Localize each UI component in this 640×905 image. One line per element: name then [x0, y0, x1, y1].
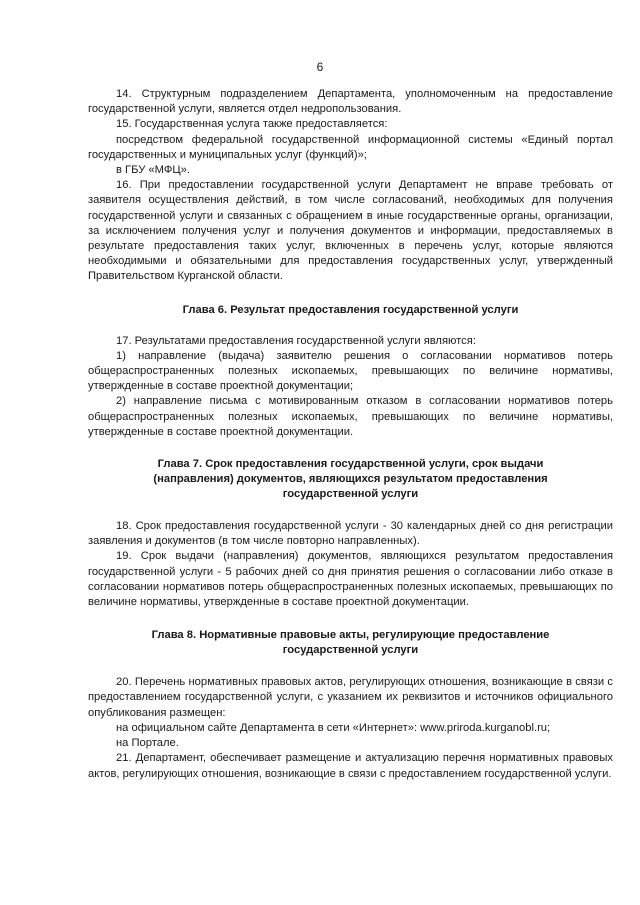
page-number: 6	[316, 60, 324, 74]
document-body	[88, 87, 613, 782]
chapter-8-title-line-2: государственной услуги	[282, 644, 419, 657]
paragraph-17-item-1: 1) направление (выдача) заявителю решения о согласовании нормативов потерь общераспространенных полезных ископаемых, превышающих по величине нормативы, утвержденные в составе проектной документации;	[88, 349, 613, 393]
chapter-7-title-line-2: (направления) документов, являющихся результатом предоставления	[153, 473, 548, 486]
chapter-7-title-line-1: Глава 7. Срок предоставления государственной услуги, срок выдачи	[157, 458, 544, 471]
paragraph-15-item-mfc: в ГБУ «МФЦ».	[116, 164, 190, 177]
paragraph-16: 16. При предоставлении государственной услуги Департамент не вправе требовать от заявителя осуществления действий, в том числе согласований, необходимых для получения государственной услуги и связанных с обращением в иные государственные органы, организации, за исключением получения услуг и получения документов и информации, предоставляемых в результате предоставления таких услуг, включенных в перечень услуг, которые являются необходимыми и обязательными для предоставления государственных услуг, утвержденный Правительством Курганской области.	[88, 179, 613, 283]
paragraph-15: 15. Государственная услуга также предоставляется:	[116, 118, 388, 131]
paragraph-17: 17. Результатами предоставления государственной услуги являются:	[116, 334, 476, 347]
paragraph-21: 21. Департамент, обеспечивает размещение и актуализацию перечня нормативных правовых актов, регулирующих отношения, возникающие в связи с предоставлением государственной услуги.	[88, 752, 613, 780]
chapter-7-title-line-3: государственной услуги	[282, 488, 419, 501]
paragraph-20: 20. Перечень нормативных правовых актов, регулирующих отношения, возникающие в связи с предоставлением государственной услуги, с указанием их реквизитов и источников официального опубликования размещен:	[88, 676, 613, 719]
paragraph-19: 19. Срок выдачи (направления) документов, являющихся результатом предоставления государственной услуги - 5 рабочих дней со дня принятия решения о согласовании либо отказе в согласовании нормативов потерь общераспространенных полезных ископаемых, превышающих по величине нормативы, утвержденные в составе проектной документации.	[88, 550, 613, 609]
paragraph-15-item-portal: посредством федеральной государственной информационной системы «Единый портал государственных и муниципальных услуг (функций)»;	[88, 133, 613, 161]
chapter-8-title	[88, 628, 613, 658]
paragraph-14: 14. Структурным подразделением Департамента, уполномоченным на предоставление государственной услуги, является отдел недропользования.	[88, 88, 613, 116]
chapter-6-title: Глава 6. Результат предоставления государственной услуги	[182, 303, 519, 316]
chapter-8-title-line-1: Глава 8. Нормативные правовые акты, регулирующие предоставление	[151, 629, 550, 642]
paragraph-20-item-portal: на Портале.	[116, 737, 179, 750]
paragraph-20-item-website: на официальном сайте Департамента в сети «Интернет»: www.priroda.kurganobl.ru;	[116, 721, 551, 734]
chapter-7-title	[88, 457, 613, 502]
paragraph-18: 18. Срок предоставления государственной услуги - 30 календарных дней со дня регистрации заявления и документов (в том числе повторно направленных).	[88, 520, 613, 548]
paragraph-17-item-2: 2) направление письма с мотивированным отказом в согласовании нормативов потерь общераспространенных полезных ископаемых, превышающих по величине нормативы, утвержденные в составе проектной документации.	[88, 395, 613, 438]
